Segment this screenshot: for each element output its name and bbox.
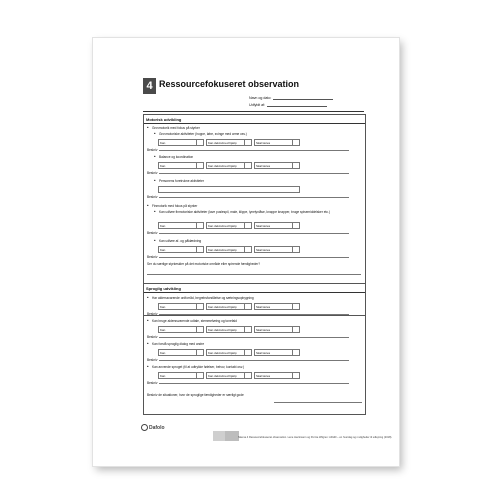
checkbox[interactable] (196, 140, 203, 145)
beskriv-field[interactable]: Beskriv (147, 231, 349, 235)
sproglig-section (143, 283, 366, 415)
checkbox[interactable] (292, 373, 299, 378)
beskriv-field[interactable]: Beskriv (147, 381, 349, 385)
checkbox[interactable] (244, 223, 251, 228)
option-skal-laeres[interactable]: Skal læres (254, 303, 300, 310)
bullet-icon: • (147, 364, 149, 369)
item-title: Kan anvende sproget (til at udtrykke følelser, behov, kontakt osv.) (152, 365, 245, 369)
checkbox[interactable] (244, 163, 251, 168)
decorative-image (225, 431, 239, 441)
beskriv-field[interactable]: Beskriv (147, 148, 349, 152)
checkbox[interactable] (244, 140, 251, 145)
beskriv-field[interactable]: Beskriv (147, 335, 349, 339)
option-row (158, 303, 300, 309)
bullet-icon: • (154, 154, 156, 159)
form-number-badge: 4 (143, 78, 156, 94)
option-skal-laeres[interactable]: Skal læres (254, 162, 300, 169)
bullet-icon: • (147, 125, 149, 130)
dafolo-logo: Dafolo (141, 424, 165, 431)
checkbox[interactable] (244, 350, 251, 355)
item-title: Grovmotorik med fokus på styrker (152, 126, 200, 130)
filled-by-field: Udfyldt af: (249, 103, 327, 107)
option-kan-delvis[interactable]: Kan delvis/med hjælp (206, 326, 252, 333)
option-kan-delvis[interactable]: Kan delvis/med hjælp (206, 372, 252, 379)
option-kan-delvis[interactable]: Kan delvis/med hjælp (206, 303, 252, 310)
checkbox[interactable] (196, 373, 203, 378)
sproglig-heading: Sproglig udvikling (146, 286, 181, 291)
item-title: Kan bruge alderssvarende udtale, stemmeføring og tonefald (152, 319, 237, 323)
checkbox[interactable] (196, 163, 203, 168)
option-skal-laeres[interactable]: Skal læres (254, 246, 300, 253)
checkbox[interactable] (196, 350, 203, 355)
option-row (158, 162, 300, 168)
option-kan-delvis[interactable]: Kan delvis/med hjælp (206, 162, 252, 169)
answer-line[interactable] (147, 269, 361, 275)
beskriv-field[interactable]: Beskriv (147, 358, 349, 362)
option-skal-laeres[interactable]: Skal læres (254, 372, 300, 379)
bullet-icon: • (147, 295, 149, 300)
checkbox[interactable] (292, 223, 299, 228)
option-row (158, 222, 300, 228)
item-title: Personens foretrukne aktiviteter (159, 179, 205, 183)
option-skal-laeres[interactable]: Skal læres (254, 326, 300, 333)
checkbox[interactable] (292, 304, 299, 309)
item-sub: Kan udføre finmotoriske aktiviteter (lave puslespil, male, klippe, lynelynlåse, knappe knapper, bruge spisemiddelsker etc.) (159, 210, 330, 214)
beskriv-field[interactable]: Beskriv (147, 195, 349, 199)
name-date-field: Navn og dato: (249, 96, 333, 100)
option-kan[interactable]: Kan (158, 222, 204, 229)
option-skal-laeres[interactable]: Skal læres (254, 349, 300, 356)
option-skal-laeres[interactable]: Skal læres (254, 139, 300, 146)
checkbox[interactable] (196, 247, 203, 252)
bullet-icon: • (154, 131, 156, 136)
option-row (158, 372, 300, 378)
beskriv-field[interactable]: Beskriv (147, 255, 349, 259)
option-row (158, 349, 300, 355)
bullet-icon: • (147, 341, 149, 346)
option-kan[interactable]: Kan (158, 349, 204, 356)
item-title: Kan udføre af- og påklædning (159, 239, 202, 243)
option-row (158, 326, 300, 332)
sproglig-question: Beskriv de situationer, hvor de sproglige færdigheder er særligt gode (147, 393, 244, 397)
option-kan[interactable]: Kan (158, 246, 204, 253)
item-sub: Grovmotoriske aktiviteter (hoppe, løbe, svinge med arme osv.) (159, 132, 247, 136)
checkbox[interactable] (196, 327, 203, 332)
motorisk-question: Ser du særlige styrkesider på det motoriske område eller spirende færdigheder? (147, 262, 261, 266)
form-title: Ressourcefokuseret observation (159, 79, 300, 89)
bullet-icon: • (154, 209, 156, 214)
bullet-icon: • (154, 238, 156, 243)
option-kan-delvis[interactable]: Kan delvis/med hjælp (206, 349, 252, 356)
item-title: Finmotorik med fokus på styrker (152, 204, 198, 208)
option-kan[interactable]: Kan (158, 303, 204, 310)
option-kan[interactable]: Kan (158, 162, 204, 169)
checkbox[interactable] (292, 247, 299, 252)
beskriv-field[interactable]: Beskriv (147, 312, 349, 316)
header-divider (143, 111, 364, 112)
bullet-icon: • (147, 318, 149, 323)
checkbox[interactable] (244, 373, 251, 378)
item-title: Balance og koordination (159, 155, 194, 159)
option-kan[interactable]: Kan (158, 139, 204, 146)
document-page (93, 38, 399, 466)
checkbox[interactable] (292, 327, 299, 332)
footer-text: Skema 4 Ressourcefokuseret observation. Lene Heckmann og Pernie Wilgren: ADHD – en hverdag og muligheder til udlejning (2018). (238, 436, 393, 439)
text-field[interactable] (158, 186, 300, 193)
item-title: Kan forstå sproglig dialog med andre (152, 342, 205, 346)
checkbox[interactable] (292, 163, 299, 168)
option-kan[interactable]: Kan (158, 372, 204, 379)
bullet-icon: • (147, 203, 149, 208)
checkbox[interactable] (292, 350, 299, 355)
checkbox[interactable] (292, 140, 299, 145)
motorisk-heading: Motorisk udvikling (146, 117, 182, 122)
answer-line[interactable] (274, 397, 362, 403)
logo-icon (141, 424, 148, 431)
checkbox[interactable] (196, 223, 203, 228)
checkbox[interactable] (196, 304, 203, 309)
option-row (158, 246, 300, 252)
option-kan-delvis[interactable]: Kan delvis/med hjælp (206, 139, 252, 146)
option-kan[interactable]: Kan (158, 326, 204, 333)
checkbox[interactable] (244, 304, 251, 309)
checkbox[interactable] (244, 327, 251, 332)
item-title: Har alderssvarende ordforråd, begrebsforståelse og sætningsopbygning (152, 296, 254, 300)
option-kan-delvis[interactable]: Kan delvis/med hjælp (206, 222, 252, 229)
option-kan-delvis[interactable]: Kan delvis/med hjælp (206, 246, 252, 253)
checkbox[interactable] (244, 247, 251, 252)
bullet-icon: • (154, 178, 156, 183)
beskriv-field[interactable]: Beskriv (147, 171, 349, 175)
option-row (158, 139, 300, 145)
option-skal-laeres[interactable]: Skal læres (254, 222, 300, 229)
